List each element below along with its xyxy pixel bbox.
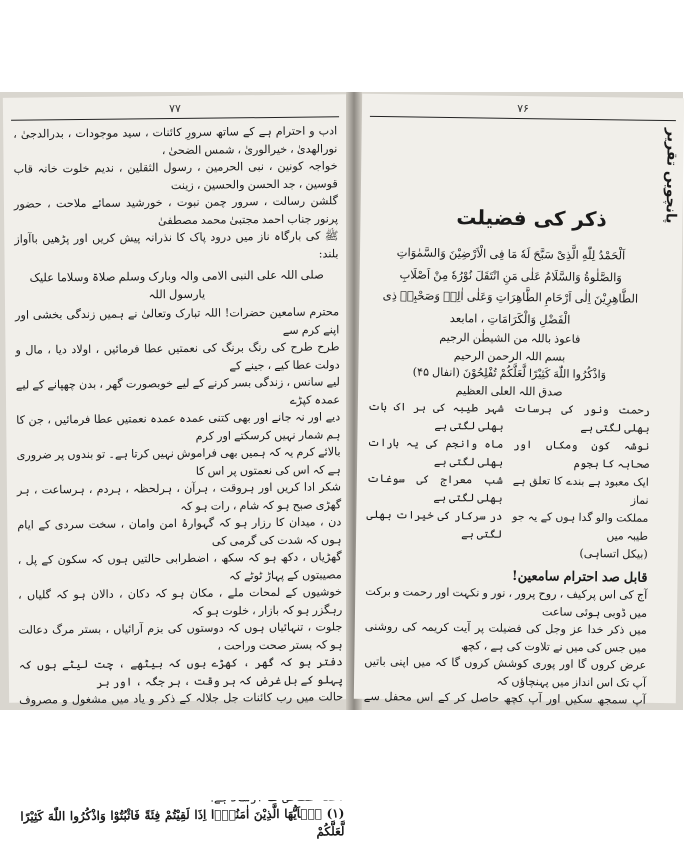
page-number: ۷۷: [168, 101, 181, 116]
text-line: خوشیوں کے لمحات ملے ، مکان ہو کہ دکان ، دالان ہو کہ گلیاں ، رہگزر ہو کہ بازار ، خلوت ہو کہ: [17, 585, 343, 618]
arabic-line: وَالصَّلٰوةُ وَالسَّلَامُ عَلٰی مَنِ انْتَقَلَ نُوْرُهٗ مِنْ اَصْلَابِ: [399, 266, 623, 284]
chapter-label: پانچویں تقریر: [662, 127, 680, 224]
text-line: محترم سامعین حضرات! اللہ تبارک وتعالیٰ نے ہمیں زندگی بخشی اور اپنے کرم سے: [15, 305, 340, 337]
page-number: ۷۶: [517, 101, 530, 116]
bismillah-line: بسم اللہ الرحمن الرحیم: [453, 348, 566, 364]
text-line: گلشن رسالت ، سرور چمن نبوت ، خورشید سمائے ملاحت ، حضور پرنور جناب احمد مجتبیٰ محمد مصطفیٰ: [13, 194, 339, 227]
text-line: طرح طرح کی رنگ برنگ کی نعمتیں عطا فرمائیں ، اولاد دیا ، مال و دولت عطا کیے ، جینے کے: [15, 340, 340, 372]
top-margin: [0, 0, 683, 92]
text-line: شکر ادا کریں اور ہروقت ، ہرآن ، ہرلحظہ ، ہردم ، ہرساعت ، ہر گھڑی صبح ہو کہ شام ، رات ہو کہ: [16, 480, 342, 513]
header-rule: [11, 116, 339, 120]
poet-name: (بیکل اتساہی): [579, 546, 648, 561]
text-line: آج کی اس پرکیف ، روح پرور ، نور و نکہت اور رحمت و برکت میں ڈوبی ہوئی ساعت: [365, 584, 648, 620]
poem-half: شہر طیبہ کی ہر اک بات بھلی لگتی ہے: [367, 399, 504, 433]
chapter-title: ذکر کی فضیلت: [456, 205, 607, 232]
text-line: دن ، میدان کا رزار ہو کہ گہوارۂ امن وامان ، سخت سردی کے ایام ہوں کہ شدت کی گرمی کی: [17, 515, 342, 548]
book-spread: [0, 92, 683, 839]
text-line: جلوت ، تنہائیاں ہوں کہ دوستوں کی بزم آرائیاں ، بستر مرگ دعالت ہو کہ بستر صحت وراحت ،: [18, 620, 343, 653]
quran-quote: (۱) یٰۤاَیُّهَا الَّذِیْنَ اٰمَنُوْۤا اِذَا لَقِیْتُمْ فِئَةً فَاثْبُتُوْا وَاذْكُرُوا اللّٰهَ كَثِیْرًا لَّعَلَّكُمْ: [20, 806, 345, 839]
text-line: عرض کروں گا اور پوری کوشش کروں گا کہ میں اپنی باتیں آپ تک اس انداز میں پہنچاؤں کہ: [364, 654, 647, 690]
text-line: خواجہ کونین ، نبی الحرمین ، رسول الثقلین ، ندیم خلوت خانہ قاب قوسین ، جد الحسن والحسین ، زینت: [13, 159, 338, 192]
ayah-line: وَاذْكُرُوا اللّٰهَ كَثِیْرًا لَّعَلَّكُمْ تُفْلِحُوْنَ (انفال ۴۵): [412, 365, 607, 382]
poem-half: رحمت ونور کی برسات بھلی لگتی ہے: [513, 401, 650, 435]
poem-half: مملکت والو گدا ہوں کے یہ جو طیبہ میں: [512, 509, 649, 543]
text-line: دیے اور نہ جانے اور بھی کتنی عمدہ عمدہ نعمتیں عطا فرمائیں ، جن کا ہم شمار نہیں کرسکتے اور کرم: [16, 410, 341, 443]
text-line: گھڑیاں ، دکھ ہو کہ سکھ ، اضطرابی حالتیں ہوں کہ سکون کے پل ، مصیبتوں کے پہاڑ ٹوٹے کہ: [17, 550, 342, 582]
text-line: ﷺ کی بارگاہ ناز میں درود پاک کا نذرانہ پیش کریں اور پڑھیں باآواز بلند:: [14, 229, 339, 261]
right-body: [363, 240, 652, 762]
poem-grid: [366, 398, 650, 546]
header-rule: [370, 116, 676, 121]
text-line: دفتر ہو کہ گھر ، کھڑے ہوں کہ بیٹھے ، چت لیٹے ہوں کہ پہلو کے بل غرض کہ ہر وقت ، ہر جگہ ، اور ہر: [18, 655, 344, 689]
text-line: بالائے کرم یہ کہ ہمیں بھی فراموش نہیں کرتا ہے۔ تو بندوں پر ضروری ہے کہ اس کی نعمتوں پر اس کا: [16, 445, 341, 478]
durood-line: صلی اللہ علی النبی الامی والہ وبارک وسلم صلاۃ وسلاما علیک یارسول اللہ: [29, 267, 324, 301]
poem-half: در سرکار کی خیرات بھلی لگتی ہے: [366, 507, 503, 541]
text-line: میں ذکر خدا عز وجل کی فضیلت پر آیت کریمہ کی روشنی میں جس کی میں نے تلاوت کی ہے ، کچھ: [364, 619, 647, 655]
text-line: ادب و احترام ہے کے ساتھ سرورِ کائنات ، سید موجودات ، بدرالدجیٰ ، نورالھدیٰ ، خیرالوریٰ ، شمس الضحیٰ ،: [13, 124, 338, 157]
text-line: لیے سانس ، زندگی بسر کرنے کے لیے خوبصورت گھر ، بدن چھپانے کے لیے عمدہ کپڑے: [15, 375, 341, 407]
arabic-line: اَلْحَمْدُ لِلّٰهِ الَّذِیْ سَبَّحَ لَهٗ مَا فِی الْاَرْضِیْنَ وَالسَّمٰوَاتِ: [396, 245, 626, 263]
right-page: [354, 94, 684, 707]
text-line: آپ سمجھ سکیں اور آپ کچھ حاصل کر کے اس محفل سے: [363, 689, 646, 707]
text-line: حالت میں رب کائنات جل جلالہ کے ذکر و یاد میں مشغول و مصروف: [19, 690, 344, 707]
auz-line: فاعوذ باللہ من الشیطٰن الرجیم: [439, 330, 581, 346]
poem-half: نوشہ کون ومکاں اور صحابہ کا ہجوم: [513, 437, 650, 471]
left-page: [3, 94, 353, 839]
bottom-margin: [0, 710, 683, 800]
poem-half: شب معراج کی سوغات بھلی لگتی ہے: [366, 471, 503, 505]
arabic-line: الْفَضْلِ وَالْكَرَامَاتِ ، امابعد: [449, 310, 571, 327]
poem-half: ایک معبود ہے بندے کا تعلق ہے نماز: [512, 473, 649, 507]
poem-half: ماہ وانجم کی یہ بارات بھلی لگتی ہے: [367, 435, 504, 469]
sadaq-line: صدق اللہ العلی العظیم: [455, 383, 563, 399]
arabic-line: الطَّاهِرِیْنَ اِلٰی اَرْحَامِ الطَّاهِرَاتِ وَعَلٰی اٰلِهٖ وَصَحْبِهٖ ذِی: [382, 288, 639, 306]
audience-subhead: قابل صد احترام سامعین!: [511, 568, 648, 586]
